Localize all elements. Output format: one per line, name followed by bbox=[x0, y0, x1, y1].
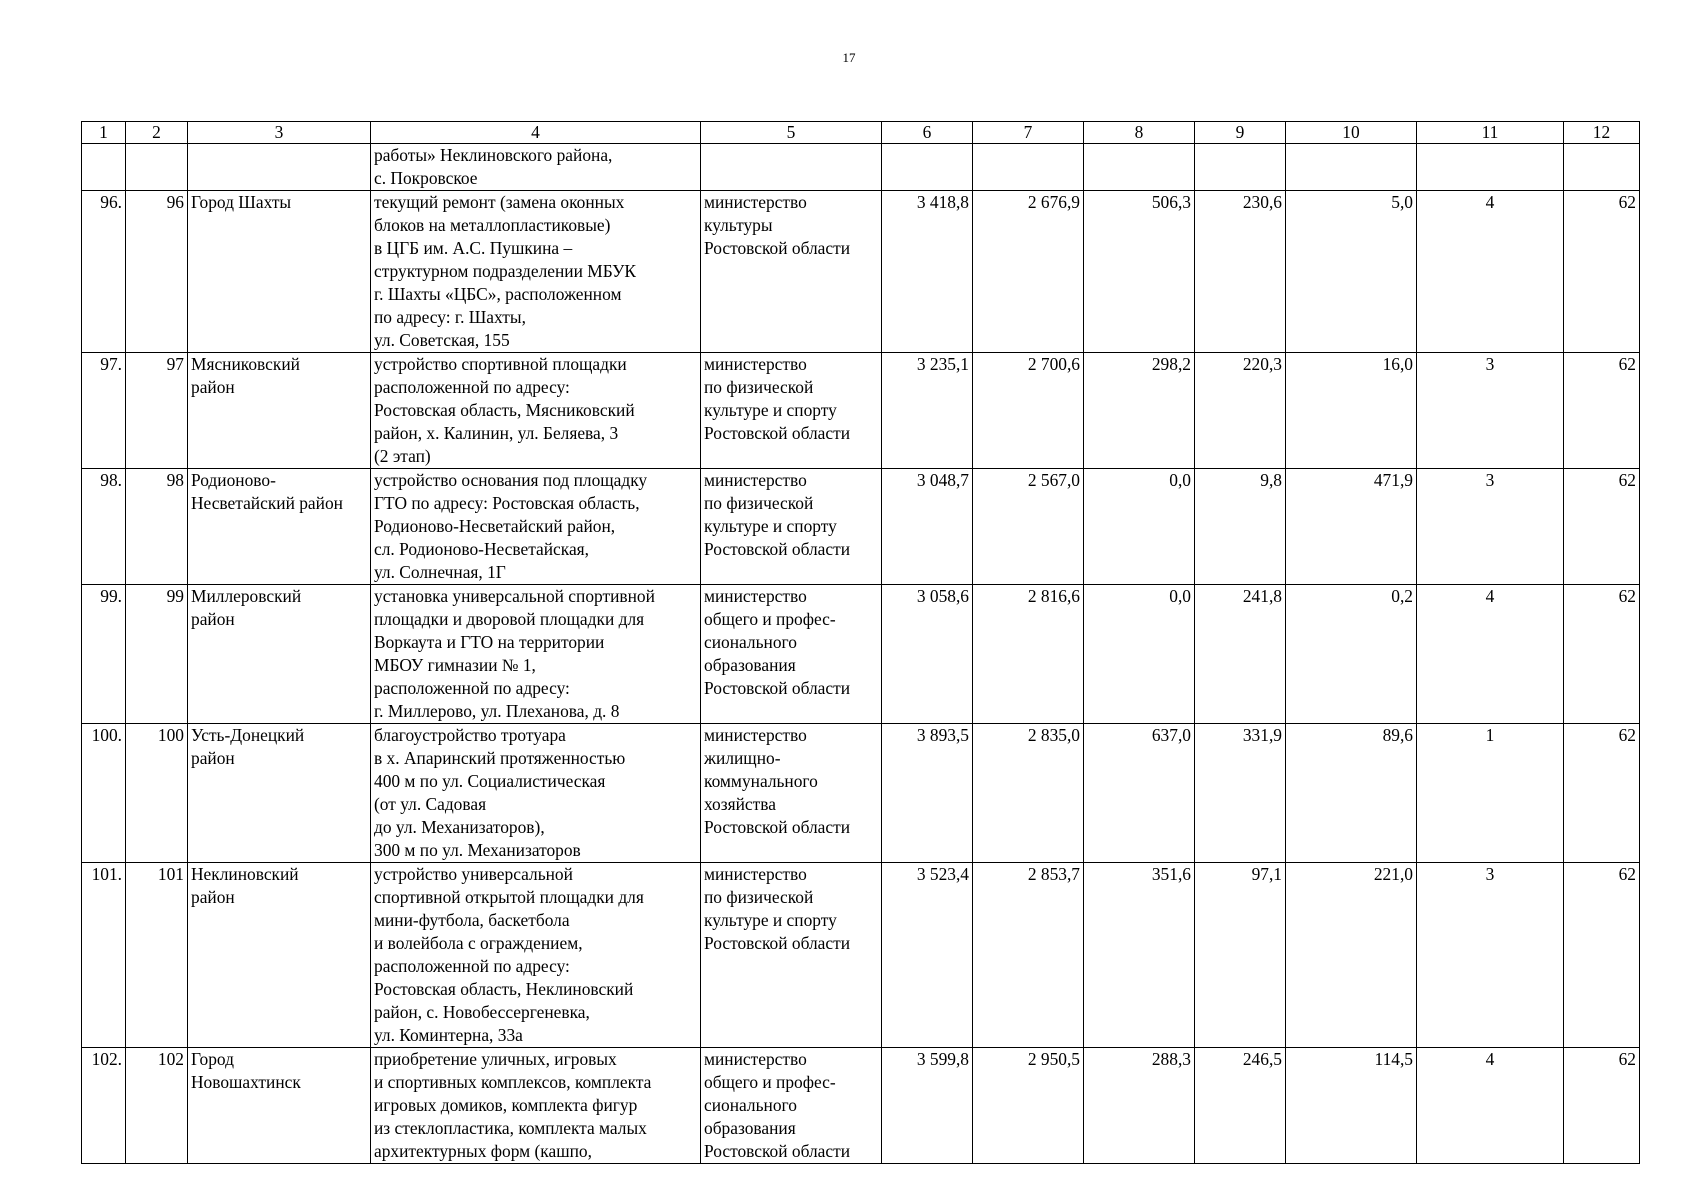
value-cell: 2 835,0 bbox=[973, 724, 1084, 863]
value-cell: 3 418,8 bbox=[882, 191, 973, 353]
row-number-cell: 96. bbox=[82, 191, 126, 353]
value-cell: 3 235,1 bbox=[882, 353, 973, 469]
municipality-cell bbox=[188, 144, 371, 191]
description-cell: устройство спортивной площадки расположенной по адресу: Ростовская область, Мясниковский район, х. Калинин, ул. Беляева, 3 (2 этап) bbox=[371, 353, 701, 469]
municipality-cell: Мясниковский район bbox=[188, 353, 371, 469]
municipality-cell: Усть-Донецкий район bbox=[188, 724, 371, 863]
table-row bbox=[82, 724, 1640, 863]
value-cell: 351,6 bbox=[1084, 863, 1195, 1048]
value-cell: 2 853,7 bbox=[973, 863, 1084, 1048]
description-cell: текущий ремонт (замена оконных блоков на металлопластиковые) в ЦГБ им. А.С. Пушкина – структурном подразделении МБУК г. Шахты «ЦБС», расположенном по адресу: г. Шахты, ул. Советская, 155 bbox=[371, 191, 701, 353]
ministry-cell: министерство по физической культуре и спорту Ростовской области bbox=[701, 863, 882, 1048]
value-cell: 331,9 bbox=[1195, 724, 1286, 863]
value-cell: 89,6 bbox=[1286, 724, 1417, 863]
description-cell: устройство универсальной спортивной открытой площадки для мини-футбола, баскетбола и волейбола с ограждением, расположенной по адресу: Ростовская область, Неклиновский район, с. Новобессергеневка, ул. Коминтерна, 33а bbox=[371, 863, 701, 1048]
value-cell: 246,5 bbox=[1195, 1048, 1286, 1164]
object-id-cell: 102 bbox=[126, 1048, 188, 1164]
object-id-cell: 98 bbox=[126, 469, 188, 585]
object-id-cell: 96 bbox=[126, 191, 188, 353]
value-cell bbox=[1417, 144, 1564, 191]
value-cell: 2 567,0 bbox=[973, 469, 1084, 585]
value-cell: 2 700,6 bbox=[973, 353, 1084, 469]
value-cell: 506,3 bbox=[1084, 191, 1195, 353]
value-cell: 16,0 bbox=[1286, 353, 1417, 469]
table-row bbox=[82, 144, 1640, 191]
object-id-cell: 100 bbox=[126, 724, 188, 863]
value-cell: 298,2 bbox=[1084, 353, 1195, 469]
row-number-cell: 102. bbox=[82, 1048, 126, 1164]
value-cell: 0,0 bbox=[1084, 469, 1195, 585]
value-cell: 62 bbox=[1564, 585, 1640, 724]
value-cell: 3 058,6 bbox=[882, 585, 973, 724]
object-id-cell bbox=[126, 144, 188, 191]
value-cell: 3 893,5 bbox=[882, 724, 973, 863]
value-cell bbox=[1564, 144, 1640, 191]
value-cell: 637,0 bbox=[1084, 724, 1195, 863]
description-cell: устройство основания под площадку ГТО по адресу: Ростовская область, Родионово-Несветайский район, сл. Родионово-Несветайская, ул. Солнечная, 1Г bbox=[371, 469, 701, 585]
value-cell: 62 bbox=[1564, 469, 1640, 585]
table-row bbox=[82, 1048, 1640, 1164]
municipality-cell: Город Шахты bbox=[188, 191, 371, 353]
value-cell: 220,3 bbox=[1195, 353, 1286, 469]
column-number-row bbox=[82, 122, 1640, 144]
value-cell: 9,8 bbox=[1195, 469, 1286, 585]
value-cell: 221,0 bbox=[1286, 863, 1417, 1048]
value-cell: 4 bbox=[1417, 191, 1564, 353]
value-cell bbox=[973, 144, 1084, 191]
ministry-cell: министерство по физической культуре и спорту Ростовской области bbox=[701, 353, 882, 469]
ministry-cell: министерство культуры Ростовской области bbox=[701, 191, 882, 353]
table-row bbox=[82, 353, 1640, 469]
object-id-cell: 99 bbox=[126, 585, 188, 724]
value-cell bbox=[882, 144, 973, 191]
value-cell: 3 bbox=[1417, 863, 1564, 1048]
object-id-cell: 101 bbox=[126, 863, 188, 1048]
row-number-cell: 101. bbox=[82, 863, 126, 1048]
municipality-cell: Город Новошахтинск bbox=[188, 1048, 371, 1164]
column-header: 2 bbox=[126, 122, 188, 144]
column-header: 7 bbox=[973, 122, 1084, 144]
value-cell: 2 676,9 bbox=[973, 191, 1084, 353]
value-cell: 114,5 bbox=[1286, 1048, 1417, 1164]
value-cell: 5,0 bbox=[1286, 191, 1417, 353]
value-cell: 4 bbox=[1417, 1048, 1564, 1164]
column-header: 10 bbox=[1286, 122, 1417, 144]
value-cell: 4 bbox=[1417, 585, 1564, 724]
value-cell bbox=[1195, 144, 1286, 191]
value-cell: 3 bbox=[1417, 353, 1564, 469]
page-number: 17 bbox=[842, 50, 856, 65]
column-header: 12 bbox=[1564, 122, 1640, 144]
ministry-cell: министерство по физической культуре и спорту Ростовской области bbox=[701, 469, 882, 585]
value-cell: 62 bbox=[1564, 1048, 1640, 1164]
value-cell: 97,1 bbox=[1195, 863, 1286, 1048]
value-cell bbox=[1286, 144, 1417, 191]
data-table bbox=[81, 121, 1640, 1164]
column-header: 8 bbox=[1084, 122, 1195, 144]
value-cell: 471,9 bbox=[1286, 469, 1417, 585]
ministry-cell: министерство общего и профес- сионального образования Ростовской области bbox=[701, 585, 882, 724]
value-cell: 62 bbox=[1564, 863, 1640, 1048]
municipality-cell: Неклиновский район bbox=[188, 863, 371, 1048]
row-number-cell bbox=[82, 144, 126, 191]
column-header: 4 bbox=[371, 122, 701, 144]
value-cell: 2 950,5 bbox=[973, 1048, 1084, 1164]
municipality-cell: Миллеровский район bbox=[188, 585, 371, 724]
value-cell: 62 bbox=[1564, 353, 1640, 469]
column-header: 11 bbox=[1417, 122, 1564, 144]
value-cell: 62 bbox=[1564, 191, 1640, 353]
column-header: 3 bbox=[188, 122, 371, 144]
column-header: 5 bbox=[701, 122, 882, 144]
ministry-cell: министерство жилищно- коммунального хозяйства Ростовской области bbox=[701, 724, 882, 863]
column-header: 9 bbox=[1195, 122, 1286, 144]
value-cell: 3 048,7 bbox=[882, 469, 973, 585]
column-header: 6 bbox=[882, 122, 973, 144]
row-number-cell: 100. bbox=[82, 724, 126, 863]
table-row bbox=[82, 469, 1640, 585]
object-id-cell: 97 bbox=[126, 353, 188, 469]
value-cell: 1 bbox=[1417, 724, 1564, 863]
row-number-cell: 99. bbox=[82, 585, 126, 724]
table-row bbox=[82, 585, 1640, 724]
value-cell: 62 bbox=[1564, 724, 1640, 863]
municipality-cell: Родионово- Несветайский район bbox=[188, 469, 371, 585]
column-header: 1 bbox=[82, 122, 126, 144]
value-cell: 2 816,6 bbox=[973, 585, 1084, 724]
table-row bbox=[82, 863, 1640, 1048]
ministry-cell: министерство общего и профес- сионального образования Ростовской области bbox=[701, 1048, 882, 1164]
value-cell: 288,3 bbox=[1084, 1048, 1195, 1164]
value-cell: 0,0 bbox=[1084, 585, 1195, 724]
description-cell: работы» Неклиновского района, с. Покровское bbox=[371, 144, 701, 191]
description-cell: приобретение уличных, игровых и спортивных комплексов, комплекта игровых домиков, комплекта фигур из стеклопластика, комплекта малых архитектурных форм (кашпо, bbox=[371, 1048, 701, 1164]
row-number-cell: 98. bbox=[82, 469, 126, 585]
value-cell: 241,8 bbox=[1195, 585, 1286, 724]
ministry-cell bbox=[701, 144, 882, 191]
row-number-cell: 97. bbox=[82, 353, 126, 469]
description-cell: благоустройство тротуара в х. Апаринский протяженностью 400 м по ул. Социалистическая (от ул. Садовая до ул. Механизаторов), 300 м по ул. Механизаторов bbox=[371, 724, 701, 863]
value-cell: 3 523,4 bbox=[882, 863, 973, 1048]
value-cell: 3 bbox=[1417, 469, 1564, 585]
value-cell: 3 599,8 bbox=[882, 1048, 973, 1164]
value-cell: 0,2 bbox=[1286, 585, 1417, 724]
value-cell: 230,6 bbox=[1195, 191, 1286, 353]
table-row bbox=[82, 191, 1640, 353]
description-cell: установка универсальной спортивной площадки и дворовой площадки для Воркаута и ГТО на территории МБОУ гимназии № 1, расположенной по адресу: г. Миллерово, ул. Плеханова, д. 8 bbox=[371, 585, 701, 724]
value-cell bbox=[1084, 144, 1195, 191]
